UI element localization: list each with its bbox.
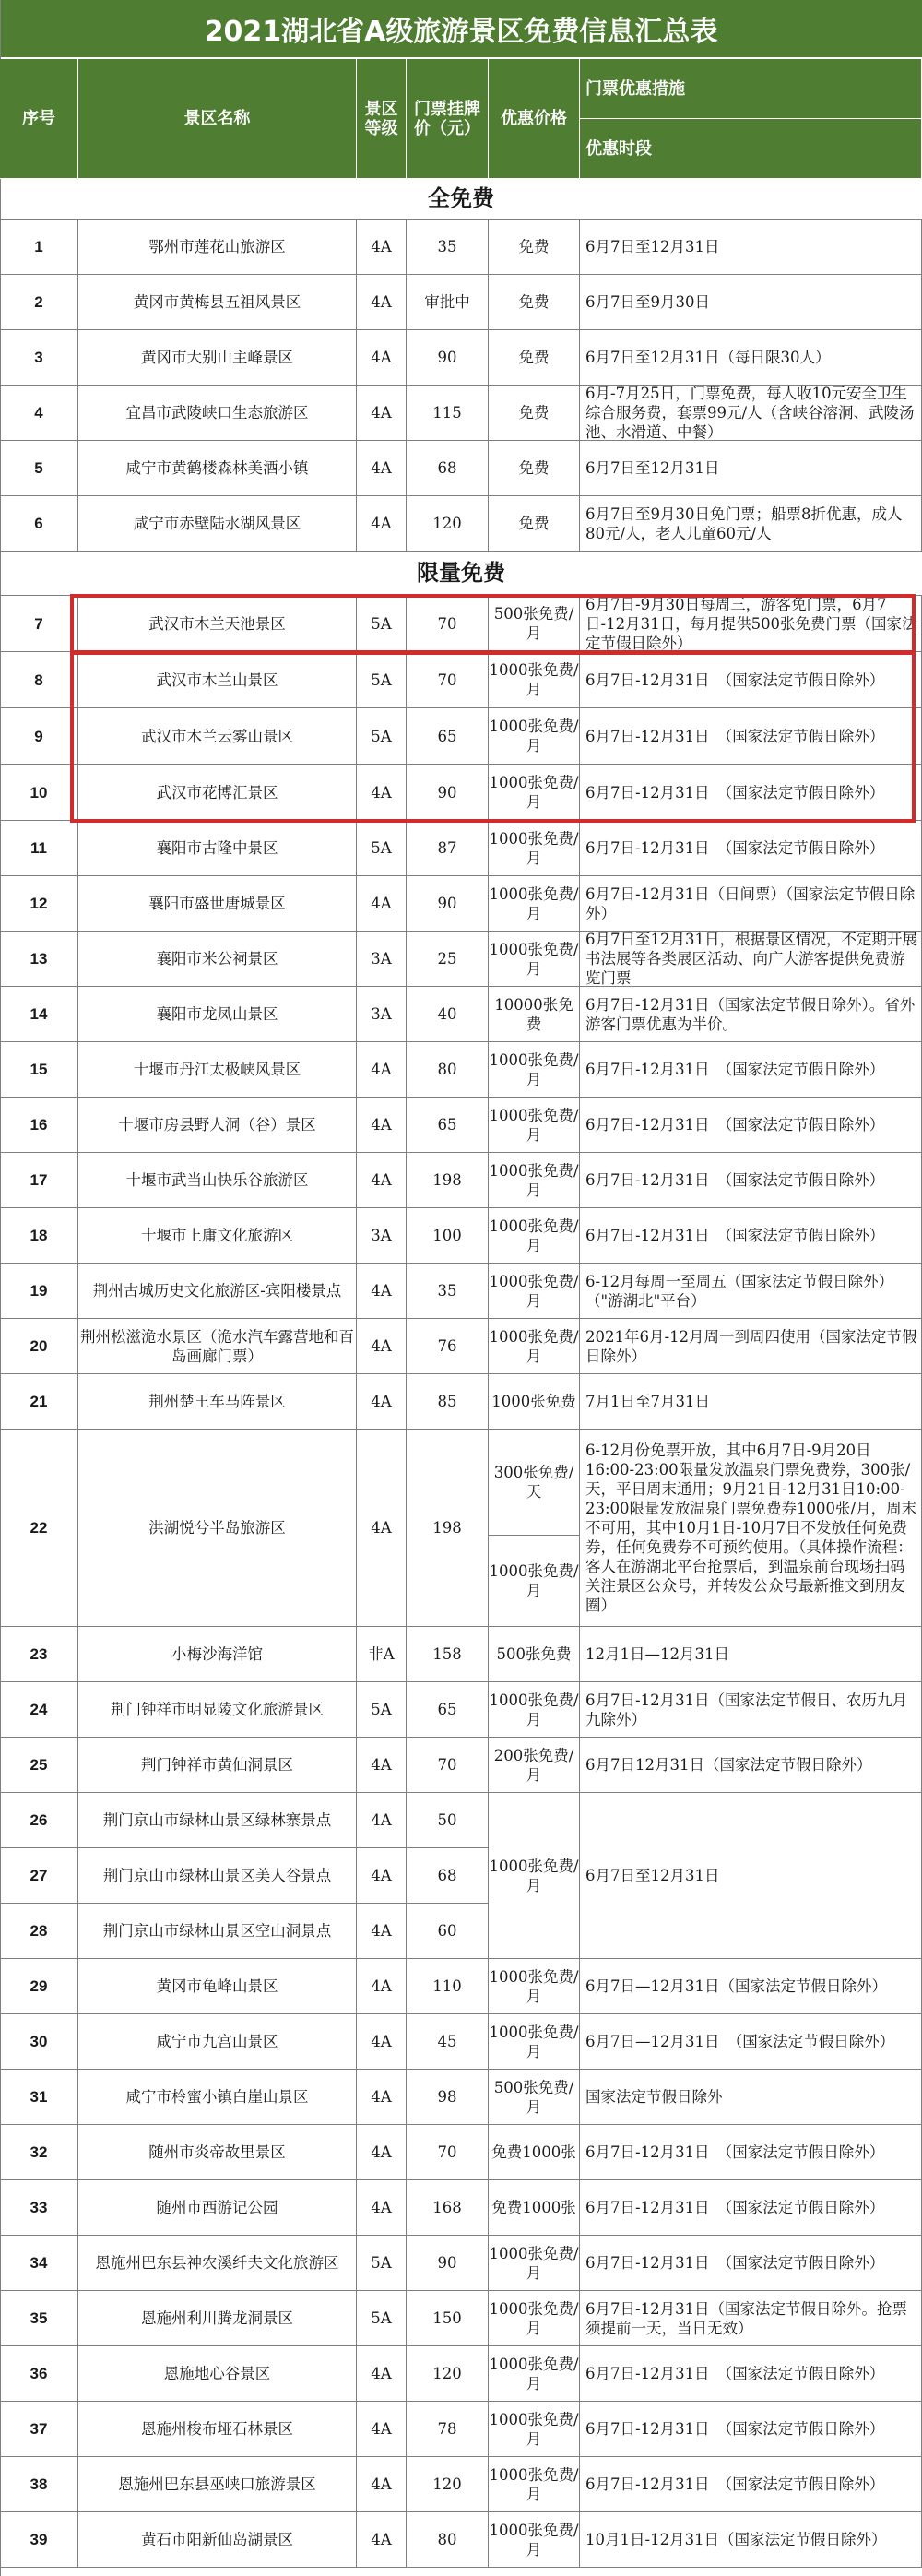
row-no: 15 bbox=[0, 1042, 78, 1098]
row-price: 审批中 bbox=[407, 275, 489, 330]
row-name: 十堰市武当山快乐谷旅游区 bbox=[78, 1153, 357, 1208]
row-price: 90 bbox=[407, 2236, 489, 2291]
header-no: 序号 bbox=[0, 59, 78, 179]
row-period: 6月7日至9月30日 bbox=[580, 275, 922, 330]
row-offer: 1000张免费/月 bbox=[489, 1536, 580, 1627]
row-no: 23 bbox=[0, 1627, 78, 1682]
row-no: 2 bbox=[0, 275, 78, 330]
row-offer: 1000张免费/月 bbox=[489, 2014, 580, 2070]
row-no: 17 bbox=[0, 1153, 78, 1208]
row-offer: 1000张免费/月 bbox=[489, 932, 580, 987]
row-no: 38 bbox=[0, 2457, 78, 2512]
row-name: 荆州松滋洈水景区（洈水汽车露营地和百岛画廊门票） bbox=[78, 1319, 357, 1374]
row-offer: 1000张免费/月 bbox=[489, 821, 580, 876]
row-period: 7月1日至7月31日 bbox=[580, 1374, 922, 1430]
row-no: 26 bbox=[0, 1793, 78, 1848]
row-price: 87 bbox=[407, 821, 489, 876]
row-no: 19 bbox=[0, 1264, 78, 1319]
row-no: 13 bbox=[0, 932, 78, 987]
row-offer: 1000张免费/月 bbox=[489, 1153, 580, 1208]
row-period: 12月1日—12月31日 bbox=[580, 1627, 922, 1682]
row-grade: 4A bbox=[357, 2457, 407, 2512]
row-name: 洪湖悦兮半岛旅游区 bbox=[78, 1430, 357, 1627]
row-grade: 4A bbox=[357, 2512, 407, 2568]
row-period: 6月7日-12月31日 （国家法定节假日除外） bbox=[580, 2402, 922, 2457]
row-price: 25 bbox=[407, 932, 489, 987]
row-offer: 1000张免费/月 bbox=[489, 1098, 580, 1153]
row-grade: 3A bbox=[357, 932, 407, 987]
row-period: 2021年6月-12月周一到周四使用（国家法定节假日除外） bbox=[580, 1319, 922, 1374]
row-grade: 5A bbox=[357, 708, 407, 765]
row-grade: 4A bbox=[357, 386, 407, 441]
row-name: 鄂州市莲花山旅游区 bbox=[78, 220, 357, 275]
row-period: 6月7日-12月31日 （国家法定节假日除外） bbox=[580, 2236, 922, 2291]
header-name: 景区名称 bbox=[78, 59, 357, 179]
row-price: 90 bbox=[407, 765, 489, 821]
row-price: 198 bbox=[407, 1153, 489, 1208]
row-price: 65 bbox=[407, 1098, 489, 1153]
row-period: 6月7日至9月30日免门票；船票8折优惠，成人80元/人，老人儿童60元/人 bbox=[580, 496, 922, 552]
row-name: 恩施州巴东县神农溪纤夫文化旅游区 bbox=[78, 2236, 357, 2291]
row-grade: 4A bbox=[357, 2125, 407, 2180]
row-name: 十堰市上庸文化旅游区 bbox=[78, 1208, 357, 1264]
row-no: 39 bbox=[0, 2512, 78, 2568]
row-grade: 5A bbox=[357, 596, 407, 652]
row-price: 65 bbox=[407, 1682, 489, 1738]
row-period: 10月1日-12月31日（国家法定节假日除外） bbox=[580, 2512, 922, 2568]
row-grade: 5A bbox=[357, 652, 407, 708]
row-name: 恩施州梭布垭石林景区 bbox=[78, 2402, 357, 2457]
row-price: 68 bbox=[407, 1848, 489, 1904]
row-price: 65 bbox=[407, 708, 489, 765]
row-grade: 4A bbox=[357, 1848, 407, 1904]
row-price: 115 bbox=[407, 386, 489, 441]
row-no: 6 bbox=[0, 496, 78, 552]
row-grade: 4A bbox=[357, 765, 407, 821]
row-offer: 1000张免费/月 bbox=[489, 2236, 580, 2291]
row-offer: 500张免费/月 bbox=[489, 596, 580, 652]
row-offer: 1000张免费/月 bbox=[489, 876, 580, 932]
row-no: 27 bbox=[0, 1848, 78, 1904]
row-price: 35 bbox=[407, 1264, 489, 1319]
row-offer: 1000张免费/月 bbox=[489, 1208, 580, 1264]
row-price: 168 bbox=[407, 2180, 489, 2236]
row-name: 咸宁市九宫山景区 bbox=[78, 2014, 357, 2070]
row-name: 咸宁市黄鹤楼森林美酒小镇 bbox=[78, 441, 357, 496]
row-name: 咸宁市柃蜜小镇白崖山景区 bbox=[78, 2070, 357, 2125]
row-price: 60 bbox=[407, 1904, 489, 1959]
row-grade: 3A bbox=[357, 1208, 407, 1264]
row-name: 荆州古城历史文化旅游区-宾阳楼景点 bbox=[78, 1264, 357, 1319]
row-name: 荆门京山市绿林山景区美人谷景点 bbox=[78, 1848, 357, 1904]
row-grade: 5A bbox=[357, 821, 407, 876]
row-offer: 1000张免费 bbox=[489, 1374, 580, 1430]
row-name: 十堰市丹江太极峡风景区 bbox=[78, 1042, 357, 1098]
row-grade: 4A bbox=[357, 2402, 407, 2457]
row-price: 120 bbox=[407, 2457, 489, 2512]
row-name: 恩施州利川腾龙洞景区 bbox=[78, 2291, 357, 2346]
row-offer: 免费 bbox=[489, 220, 580, 275]
row-period: 6月-7月25日，门票免费，每人收10元安全卫生综合服务费，套票99元/人（含峡谷溶洞、武陵汤池、水滑道、中餐） bbox=[580, 386, 922, 441]
row-no: 12 bbox=[0, 876, 78, 932]
row-offer: 免费1000张 bbox=[489, 2125, 580, 2180]
row-no: 7 bbox=[0, 596, 78, 652]
row-name: 襄阳市盛世唐城景区 bbox=[78, 876, 357, 932]
row-offer: 10000张免费 bbox=[489, 987, 580, 1042]
row-offer-merged: 1000张免费/月 bbox=[489, 1793, 580, 1959]
row-grade: 4A bbox=[357, 220, 407, 275]
row-name: 武汉市木兰云雾山景区 bbox=[78, 708, 357, 765]
row-no: 14 bbox=[0, 987, 78, 1042]
header-period: 优惠时段 bbox=[580, 119, 922, 179]
row-no: 4 bbox=[0, 386, 78, 441]
row-period: 6-12月每周一至周五（国家法定节假日除外）（"游湖北"平台） bbox=[580, 1264, 922, 1319]
row-grade: 4A bbox=[357, 1319, 407, 1374]
row-name: 恩施州巴东县巫峡口旅游景区 bbox=[78, 2457, 357, 2512]
row-period: 6月7日-12月31日 （国家法定节假日除外） bbox=[580, 1098, 922, 1153]
row-no: 18 bbox=[0, 1208, 78, 1264]
row-period: 6月7日-12月31日（日间票）（国家法定节假日除外） bbox=[580, 876, 922, 932]
row-no: 37 bbox=[0, 2402, 78, 2457]
row-price: 90 bbox=[407, 330, 489, 386]
row-grade: 4A bbox=[357, 1042, 407, 1098]
row-period: 6月7日-12月31日 （国家法定节假日除外） bbox=[580, 2457, 922, 2512]
row-grade: 4A bbox=[357, 1793, 407, 1848]
row-no: 8 bbox=[0, 652, 78, 708]
row-grade: 4A bbox=[357, 1098, 407, 1153]
row-no: 5 bbox=[0, 441, 78, 496]
row-price: 158 bbox=[407, 1627, 489, 1682]
row-offer: 1000张免费/月 bbox=[489, 652, 580, 708]
row-name: 随州市西游记公园 bbox=[78, 2180, 357, 2236]
row-period: 6月7日-12月31日 （国家法定节假日除外） bbox=[580, 1042, 922, 1098]
row-price: 150 bbox=[407, 2291, 489, 2346]
row-name: 黄冈市黄梅县五祖风景区 bbox=[78, 275, 357, 330]
row-no: 9 bbox=[0, 708, 78, 765]
row-price: 40 bbox=[407, 987, 489, 1042]
row-offer: 1000张免费/月 bbox=[489, 2457, 580, 2512]
row-name: 襄阳市古隆中景区 bbox=[78, 821, 357, 876]
row-period: 6月7日-12月31日 （国家法定节假日除外） bbox=[580, 765, 922, 821]
row-no: 36 bbox=[0, 2346, 78, 2402]
row-name: 荆门京山市绿林山景区空山洞景点 bbox=[78, 1904, 357, 1959]
row-grade: 4A bbox=[357, 1374, 407, 1430]
row-offer: 免费 bbox=[489, 386, 580, 441]
row-grade: 4A bbox=[357, 330, 407, 386]
section-free: 全免费 bbox=[0, 179, 922, 220]
row-grade: 4A bbox=[357, 2180, 407, 2236]
row-price: 45 bbox=[407, 2014, 489, 2070]
row-period: 6月7日—12月31日（国家法定节假日除外） bbox=[580, 1959, 922, 2014]
row-name: 荆门钟祥市明显陵文化旅游景区 bbox=[78, 1682, 357, 1738]
row-offer: 300张免费/天 bbox=[489, 1430, 580, 1536]
row-offer: 1000张免费/月 bbox=[489, 1959, 580, 2014]
row-offer: 1000张免费/月 bbox=[489, 1264, 580, 1319]
row-period: 6月7日-12月31日 （国家法定节假日除外） bbox=[580, 821, 922, 876]
header-measure: 门票优惠措施 bbox=[580, 59, 922, 119]
row-name: 宜昌市武陵峡口生态旅游区 bbox=[78, 386, 357, 441]
row-name: 咸宁市赤壁陆水湖风景区 bbox=[78, 496, 357, 552]
row-no: 29 bbox=[0, 1959, 78, 2014]
row-offer: 200张免费/月 bbox=[489, 1738, 580, 1793]
row-name: 襄阳市龙凤山景区 bbox=[78, 987, 357, 1042]
row-grade: 非A bbox=[357, 1627, 407, 1682]
row-no: 30 bbox=[0, 2014, 78, 2070]
section-limited: 限量免费 bbox=[0, 552, 922, 596]
row-no: 35 bbox=[0, 2291, 78, 2346]
row-no: 20 bbox=[0, 1319, 78, 1374]
row-grade: 5A bbox=[357, 2236, 407, 2291]
row-name: 武汉市花博汇景区 bbox=[78, 765, 357, 821]
row-grade: 4A bbox=[357, 1153, 407, 1208]
row-period: 6月7日-12月31日（国家法定节假日、农历九月九除外） bbox=[580, 1682, 922, 1738]
row-grade: 4A bbox=[357, 1738, 407, 1793]
row-no: 31 bbox=[0, 2070, 78, 2125]
row-no: 16 bbox=[0, 1098, 78, 1153]
row-offer: 免费 bbox=[489, 441, 580, 496]
row-name: 小梅沙海洋馆 bbox=[78, 1627, 357, 1682]
row-offer: 1000张免费/月 bbox=[489, 708, 580, 765]
row-period: 6月7日—12月31日 （国家法定节假日除外） bbox=[580, 2014, 922, 2070]
row-period: 6月7日-12月31日 （国家法定节假日除外） bbox=[580, 1208, 922, 1264]
row-price: 198 bbox=[407, 1430, 489, 1627]
row-period: 6月7日-9月30日每周三，游客免门票，6月7日-12月31日，每月提供500张免费门票（国家法定节假日除外） bbox=[580, 596, 922, 652]
row-period: 6-12月份免票开放，其中6月7日-9月20日16:00-23:00限量发放温泉门票免费券，300张/天，平日周末通用；9月21日-12月31日10:00-23:00限量发放温泉门票免费券1000张/月，周末不可用，其中10月1日-10月7日不发放任何免费券，任何免费券不可预约使用。（具体操作流程：客人在游湖北平台抢票后，到温泉前台现场扫码关注景区公众号，并转发公众号最新推文到朋友圈） bbox=[580, 1430, 922, 1627]
row-name: 恩施地心谷景区 bbox=[78, 2346, 357, 2402]
row-price: 70 bbox=[407, 2125, 489, 2180]
row-period-merged: 6月7日至12月31日 bbox=[580, 1793, 922, 1959]
row-offer: 1000张免费/月 bbox=[489, 2512, 580, 2568]
row-no: 25 bbox=[0, 1738, 78, 1793]
row-price: 98 bbox=[407, 2070, 489, 2125]
row-period: 6月7日-12月31日 （国家法定节假日除外） bbox=[580, 2180, 922, 2236]
header-grade: 景区等级 bbox=[357, 59, 407, 179]
table-title: 2021湖北省A级旅游景区免费信息汇总表 bbox=[0, 0, 922, 59]
row-offer: 1000张免费/月 bbox=[489, 1682, 580, 1738]
row-price: 35 bbox=[407, 220, 489, 275]
row-period: 6月7日至12月31日（每日限30人） bbox=[580, 330, 922, 386]
row-price: 78 bbox=[407, 2402, 489, 2457]
row-period: 6月7日-12月31日（国家法定节假日除外）。省外游客门票优惠为半价。 bbox=[580, 987, 922, 1042]
row-offer: 500张免费 bbox=[489, 1627, 580, 1682]
row-period: 6月7日-12月31日 （国家法定节假日除外） bbox=[580, 2346, 922, 2402]
row-price: 68 bbox=[407, 441, 489, 496]
row-price: 120 bbox=[407, 496, 489, 552]
row-name: 荆门钟祥市黄仙洞景区 bbox=[78, 1738, 357, 1793]
row-name: 随州市炎帝故里景区 bbox=[78, 2125, 357, 2180]
row-price: 100 bbox=[407, 1208, 489, 1264]
header-offer: 优惠价格 bbox=[489, 59, 580, 179]
row-name: 荆州楚王车马阵景区 bbox=[78, 1374, 357, 1430]
row-grade: 4A bbox=[357, 2014, 407, 2070]
row-offer: 免费 bbox=[489, 496, 580, 552]
row-period: 6月7日-12月31日 （国家法定节假日除外） bbox=[580, 708, 922, 765]
row-no: 21 bbox=[0, 1374, 78, 1430]
row-no: 3 bbox=[0, 330, 78, 386]
row-grade: 3A bbox=[357, 987, 407, 1042]
row-offer: 1000张免费/月 bbox=[489, 765, 580, 821]
row-grade: 4A bbox=[357, 1959, 407, 2014]
row-no: 28 bbox=[0, 1904, 78, 1959]
row-offer: 免费 bbox=[489, 275, 580, 330]
row-grade: 4A bbox=[357, 441, 407, 496]
row-name: 十堰市房县野人洞（谷）景区 bbox=[78, 1098, 357, 1153]
row-price: 85 bbox=[407, 1374, 489, 1430]
row-name: 黄冈市大别山主峰景区 bbox=[78, 330, 357, 386]
row-offer: 1000张免费/月 bbox=[489, 2346, 580, 2402]
header-price: 门票挂牌价（元） bbox=[407, 59, 489, 179]
row-grade: 4A bbox=[357, 275, 407, 330]
row-grade: 4A bbox=[357, 1430, 407, 1627]
row-no: 34 bbox=[0, 2236, 78, 2291]
row-price: 90 bbox=[407, 876, 489, 932]
row-no: 32 bbox=[0, 2125, 78, 2180]
row-no: 11 bbox=[0, 821, 78, 876]
row-price: 70 bbox=[407, 596, 489, 652]
row-name: 荆门京山市绿林山景区绿林寨景点 bbox=[78, 1793, 357, 1848]
row-no: 10 bbox=[0, 765, 78, 821]
row-offer: 1000张免费/月 bbox=[489, 1042, 580, 1098]
row-price: 50 bbox=[407, 1793, 489, 1848]
row-price: 110 bbox=[407, 1959, 489, 2014]
row-price: 80 bbox=[407, 1042, 489, 1098]
row-name: 武汉市木兰天池景区 bbox=[78, 596, 357, 652]
row-price: 76 bbox=[407, 1319, 489, 1374]
row-grade: 4A bbox=[357, 876, 407, 932]
row-price: 70 bbox=[407, 652, 489, 708]
row-price: 80 bbox=[407, 2512, 489, 2568]
row-offer: 1000张免费/月 bbox=[489, 2291, 580, 2346]
row-grade: 4A bbox=[357, 496, 407, 552]
row-grade: 4A bbox=[357, 2070, 407, 2125]
row-name: 襄阳市米公祠景区 bbox=[78, 932, 357, 987]
row-period: 6月7日至12月31日，根据景区情况，不定期开展书法展等各类展区活动、向广大游客提供免费游览门票 bbox=[580, 932, 922, 987]
row-offer: 免费1000张 bbox=[489, 2180, 580, 2236]
row-price: 120 bbox=[407, 2346, 489, 2402]
row-grade: 4A bbox=[357, 1904, 407, 1959]
row-price: 70 bbox=[407, 1738, 489, 1793]
row-no: 24 bbox=[0, 1682, 78, 1738]
row-offer: 免费 bbox=[489, 330, 580, 386]
row-grade: 5A bbox=[357, 2291, 407, 2346]
row-period: 6月7日-12月31日 （国家法定节假日除外） bbox=[580, 2125, 922, 2180]
row-grade: 5A bbox=[357, 1682, 407, 1738]
row-no: 1 bbox=[0, 220, 78, 275]
row-name: 武汉市木兰山景区 bbox=[78, 652, 357, 708]
row-period: 6月7日至12月31日 bbox=[580, 441, 922, 496]
row-name: 黄冈市龟峰山景区 bbox=[78, 1959, 357, 2014]
row-grade: 4A bbox=[357, 1264, 407, 1319]
row-period: 6月7日12月31日（国家法定节假日除外） bbox=[580, 1738, 922, 1793]
row-no: 33 bbox=[0, 2180, 78, 2236]
row-period: 国家法定节假日除外 bbox=[580, 2070, 922, 2125]
row-period: 6月7日-12月31日（国家法定节假日除外。抢票须提前一天，当日无效） bbox=[580, 2291, 922, 2346]
row-offer: 500张免费/月 bbox=[489, 2070, 580, 2125]
row-period: 6月7日-12月31日 （国家法定节假日除外） bbox=[580, 1153, 922, 1208]
row-name: 黄石市阳新仙岛湖景区 bbox=[78, 2512, 357, 2568]
row-period: 6月7日-12月31日 （国家法定节假日除外） bbox=[580, 652, 922, 708]
row-grade: 4A bbox=[357, 2346, 407, 2402]
row-no: 22 bbox=[0, 1430, 78, 1627]
row-offer: 1000张免费/月 bbox=[489, 2402, 580, 2457]
row-period: 6月7日至12月31日 bbox=[580, 220, 922, 275]
row-offer: 1000张免费/月 bbox=[489, 1319, 580, 1374]
